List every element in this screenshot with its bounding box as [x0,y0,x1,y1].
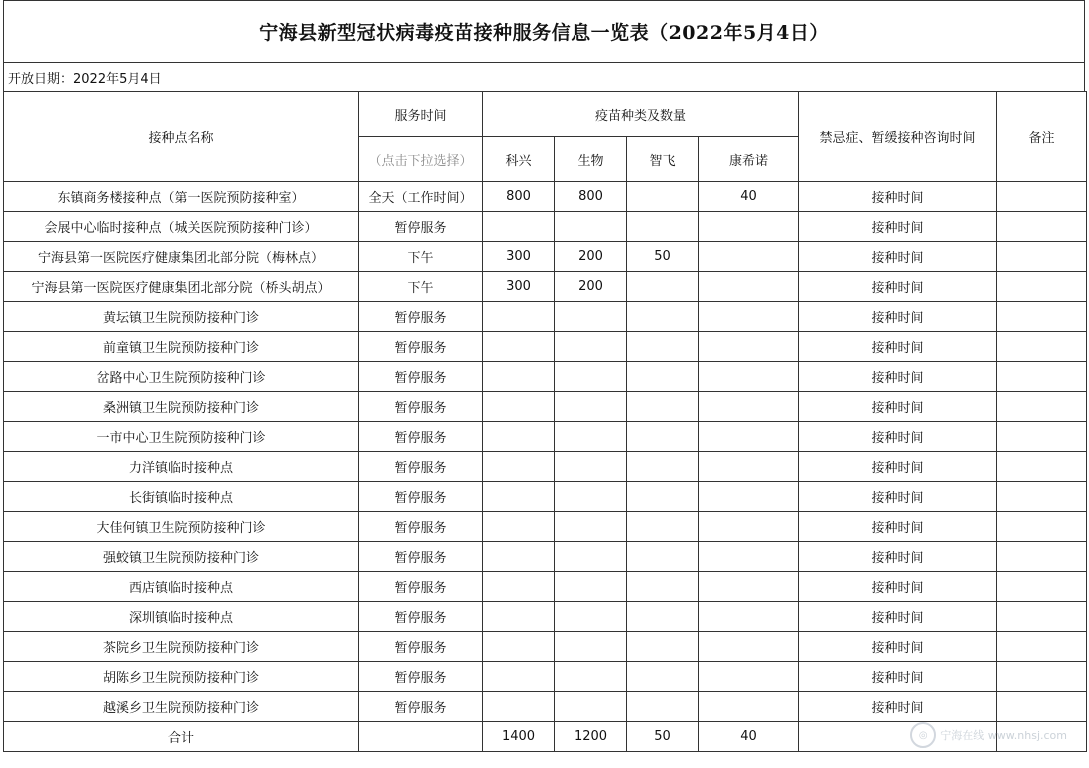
watermark [910,722,1067,748]
site-name-cell: 宁海县第一医院医疗健康集团北部分院（梅林点） [4,242,359,272]
site-name-cell: 桑洲镇卫生院预防接种门诊 [4,392,359,422]
spreadsheet [3,0,1085,752]
table-row [4,332,1087,362]
service-time-cell[interactable]: 暂停服务 [359,362,483,392]
kangxinuo-count-cell [699,272,799,302]
consult-time-cell: 接种时间 [799,242,997,272]
zhifei-count-cell [627,452,699,482]
kexing-count-cell [483,452,555,482]
zhifei-count-cell [627,602,699,632]
shengwu-count-cell [555,542,627,572]
header-vaccine-zhifei: 智飞 [627,137,699,182]
site-name-cell: 深圳镇临时接种点 [4,602,359,632]
kangxinuo-count-cell [699,242,799,272]
remark-cell [997,512,1087,542]
zhifei-count-cell [627,332,699,362]
service-time-cell[interactable]: 暂停服务 [359,482,483,512]
kexing-count-cell [483,392,555,422]
kangxinuo-count-cell [699,632,799,662]
service-time-cell[interactable]: 暂停服务 [359,602,483,632]
total-kexing-cell: 1400 [483,722,555,752]
zhifei-count-cell [627,212,699,242]
header-service-time: 服务时间 [359,92,483,137]
kexing-count-cell: 300 [483,272,555,302]
kangxinuo-count-cell [699,302,799,332]
kexing-count-cell [483,302,555,332]
site-name-cell: 越溪乡卫生院预防接种门诊 [4,692,359,722]
kangxinuo-count-cell [699,332,799,362]
zhifei-count-cell [627,572,699,602]
shengwu-count-cell [555,362,627,392]
table-row [4,512,1087,542]
kexing-count-cell [483,422,555,452]
kexing-count-cell [483,572,555,602]
site-name-cell: 胡陈乡卫生院预防接种门诊 [4,662,359,692]
shengwu-count-cell [555,332,627,362]
remark-cell [997,602,1087,632]
consult-time-cell: 接种时间 [799,272,997,302]
shengwu-count-cell [555,212,627,242]
service-time-dropdown-hint[interactable]: （点击下拉选择） [359,137,483,182]
service-time-cell[interactable]: 暂停服务 [359,212,483,242]
service-time-cell[interactable]: 全天（工作时间） [359,182,483,212]
site-name-cell: 力洋镇临时接种点 [4,452,359,482]
zhifei-count-cell [627,632,699,662]
table-row [4,272,1087,302]
site-name-cell: 一市中心卫生院预防接种门诊 [4,422,359,452]
site-name-cell: 宁海县第一医院医疗健康集团北部分院（桥头胡点） [4,272,359,302]
kexing-count-cell [483,212,555,242]
kangxinuo-count-cell [699,482,799,512]
service-time-cell[interactable]: 暂停服务 [359,332,483,362]
header-vaccine-kangxinuo: 康希诺 [699,137,799,182]
service-time-cell[interactable]: 暂停服务 [359,302,483,332]
consult-time-cell: 接种时间 [799,602,997,632]
total-service-time-cell [359,722,483,752]
zhifei-count-cell [627,662,699,692]
total-kangxinuo-cell: 40 [699,722,799,752]
consult-time-cell: 接种时间 [799,182,997,212]
remark-cell [997,242,1087,272]
remark-cell [997,302,1087,332]
remark-cell [997,662,1087,692]
shengwu-count-cell [555,602,627,632]
site-name-cell: 大佳何镇卫生院预防接种门诊 [4,512,359,542]
remark-cell [997,542,1087,572]
kangxinuo-count-cell [699,422,799,452]
total-label-cell: 合计 [4,722,359,752]
shengwu-count-cell [555,302,627,332]
consult-time-cell: 接种时间 [799,662,997,692]
table-row [4,242,1087,272]
table-row [4,302,1087,332]
zhifei-count-cell [627,482,699,512]
consult-time-cell: 接种时间 [799,212,997,242]
site-name-cell: 黄坛镇卫生院预防接种门诊 [4,302,359,332]
kangxinuo-count-cell [699,512,799,542]
service-time-cell[interactable]: 暂停服务 [359,422,483,452]
consult-time-cell: 接种时间 [799,362,997,392]
service-time-cell[interactable]: 暂停服务 [359,632,483,662]
shengwu-count-cell: 200 [555,242,627,272]
kangxinuo-count-cell [699,212,799,242]
vaccine-table [3,91,1087,752]
site-name-cell: 茶院乡卫生院预防接种门诊 [4,632,359,662]
consult-time-cell: 接种时间 [799,512,997,542]
watermark-text: 宁海在线 www.nhsj.com [940,729,1067,742]
shengwu-count-cell [555,422,627,452]
table-row [4,182,1087,212]
remark-cell [997,212,1087,242]
kexing-count-cell [483,692,555,722]
kangxinuo-count-cell [699,452,799,482]
remark-cell [997,572,1087,602]
table-row [4,542,1087,572]
service-time-cell[interactable]: 暂停服务 [359,572,483,602]
remark-cell [997,182,1087,212]
consult-time-cell: 接种时间 [799,692,997,722]
kexing-count-cell [483,512,555,542]
service-time-cell[interactable]: 暂停服务 [359,662,483,692]
header-site-name: 接种点名称 [4,92,359,182]
service-time-cell[interactable]: 暂停服务 [359,512,483,542]
header-vaccine-group: 疫苗种类及数量 [483,92,799,137]
table-row [4,212,1087,242]
kexing-count-cell [483,362,555,392]
service-time-cell[interactable]: 暂停服务 [359,452,483,482]
shengwu-count-cell [555,662,627,692]
remark-cell [997,332,1087,362]
zhifei-count-cell [627,692,699,722]
header-vaccine-kexing: 科兴 [483,137,555,182]
table-row [4,482,1087,512]
table-row [4,362,1087,392]
consult-time-cell: 接种时间 [799,482,997,512]
sheet-title: 宁海县新型冠状病毒疫苗接种服务信息一览表（2022年5月4日） [3,0,1085,62]
site-name-cell: 前童镇卫生院预防接种门诊 [4,332,359,362]
consult-time-cell: 接种时间 [799,542,997,572]
service-time-cell[interactable]: 暂停服务 [359,392,483,422]
remark-cell [997,692,1087,722]
site-name-cell: 会展中心临时接种点（城关医院预防接种门诊） [4,212,359,242]
consult-time-cell: 接种时间 [799,332,997,362]
zhifei-count-cell [627,272,699,302]
shengwu-count-cell [555,392,627,422]
kexing-count-cell [483,542,555,572]
shengwu-count-cell [555,452,627,482]
kangxinuo-count-cell [699,692,799,722]
table-row [4,572,1087,602]
zhifei-count-cell: 50 [627,242,699,272]
kangxinuo-count-cell [699,392,799,422]
remark-cell [997,272,1087,302]
table-row [4,692,1087,722]
zhifei-count-cell [627,302,699,332]
table-row [4,392,1087,422]
kexing-count-cell: 800 [483,182,555,212]
kexing-count-cell [483,482,555,512]
zhifei-count-cell [627,362,699,392]
service-time-cell[interactable]: 下午 [359,272,483,302]
kexing-count-cell [483,662,555,692]
shengwu-count-cell: 200 [555,272,627,302]
shengwu-count-cell [555,482,627,512]
service-time-cell[interactable]: 暂停服务 [359,692,483,722]
shengwu-count-cell [555,692,627,722]
kangxinuo-count-cell [699,602,799,632]
consult-time-cell: 接种时间 [799,632,997,662]
service-time-cell[interactable]: 暂停服务 [359,542,483,572]
consult-time-cell: 接种时间 [799,572,997,602]
shengwu-count-cell [555,572,627,602]
shengwu-count-cell [555,512,627,542]
site-name-cell: 岔路中心卫生院预防接种门诊 [4,362,359,392]
shengwu-count-cell [555,632,627,662]
zhifei-count-cell [627,182,699,212]
header-remark: 备注 [997,92,1087,182]
kangxinuo-count-cell [699,362,799,392]
header-row-1 [4,92,1087,137]
table-row [4,602,1087,632]
kexing-count-cell [483,632,555,662]
watermark-logo-icon: ◎ [910,722,936,748]
site-name-cell: 强蛟镇卫生院预防接种门诊 [4,542,359,572]
consult-time-cell: 接种时间 [799,422,997,452]
consult-time-cell: 接种时间 [799,392,997,422]
kangxinuo-count-cell: 40 [699,182,799,212]
service-time-cell[interactable]: 下午 [359,242,483,272]
total-shengwu-cell: 1200 [555,722,627,752]
kangxinuo-count-cell [699,542,799,572]
open-date: 开放日期：2022年5月4日 [3,62,1085,91]
kexing-count-cell [483,332,555,362]
zhifei-count-cell [627,512,699,542]
remark-cell [997,422,1087,452]
zhifei-count-cell [627,422,699,452]
zhifei-count-cell [627,542,699,572]
kangxinuo-count-cell [699,572,799,602]
kexing-count-cell: 300 [483,242,555,272]
table-row [4,452,1087,482]
site-name-cell: 东镇商务楼接种点（第一医院预防接种室） [4,182,359,212]
site-name-cell: 长街镇临时接种点 [4,482,359,512]
total-zhifei-cell: 50 [627,722,699,752]
site-name-cell: 西店镇临时接种点 [4,572,359,602]
table-row [4,662,1087,692]
zhifei-count-cell [627,392,699,422]
remark-cell [997,362,1087,392]
header-consult-time: 禁忌症、暂缓接种咨询时间 [799,92,997,182]
kexing-count-cell [483,602,555,632]
remark-cell [997,482,1087,512]
table-row [4,422,1087,452]
kangxinuo-count-cell [699,662,799,692]
consult-time-cell: 接种时间 [799,302,997,332]
remark-cell [997,392,1087,422]
consult-time-cell: 接种时间 [799,452,997,482]
table-row [4,632,1087,662]
shengwu-count-cell: 800 [555,182,627,212]
remark-cell [997,632,1087,662]
header-vaccine-shengwu: 生物 [555,137,627,182]
remark-cell [997,452,1087,482]
